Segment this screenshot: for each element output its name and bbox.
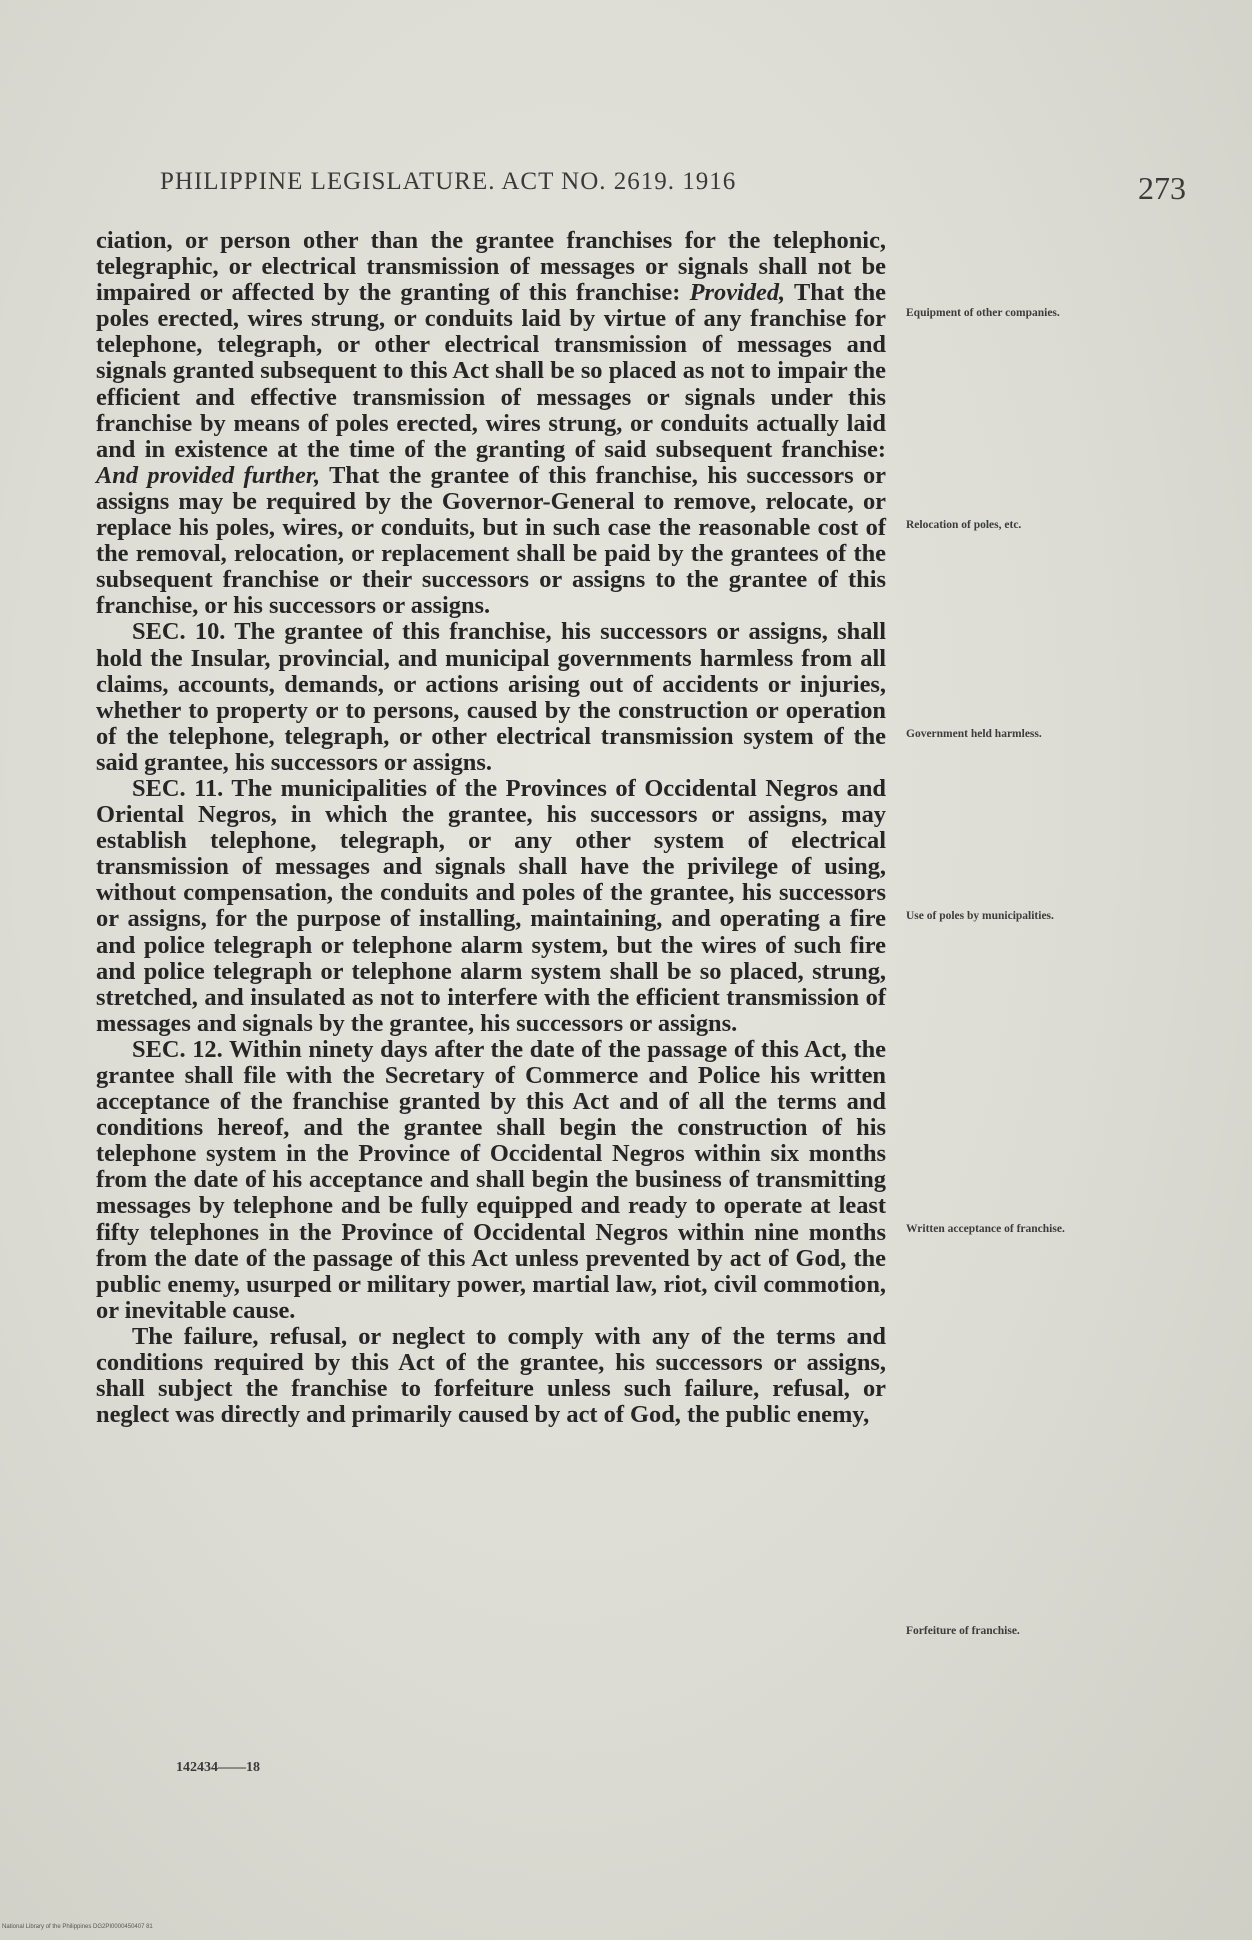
- margin-note-equipment: Equipment of other companies.: [906, 307, 1060, 319]
- text-run: That the grantee of this franchise, his successors or assigns may be required by the Governor-General to remove, relocate, or replace his poles, wires, or conduits, but in such case the reasonable cost of the removal, relocation, or replacement shall be paid by the grantees of the subsequent franchise or their successors or assigns to the grantee of this franchise, or his successors or assigns.: [96, 461, 887, 620]
- paragraph-continuation: [96, 228, 886, 619]
- page-number: 273: [1138, 170, 1186, 206]
- scan-credit: National Library of the Philippines DG2PI0000450407 81: [2, 1924, 153, 1930]
- signature-mark: 142434——18: [176, 1760, 260, 1775]
- section-label: SEC. 11.: [132, 774, 224, 802]
- margin-note-government: Government held harmless.: [906, 728, 1042, 740]
- text-run: That the poles erected, wires strung, or conduits laid by virtue of any franchise for telephone, telegraph, or other electrical transmission of messages and signals granted subsequent to this Act shall be so placed as not to impair the efficient and effective transmission of messages or signals under this franchise by means of poles erected, wires strung, or conduits actually laid and in existence at the time of the granting of said subsequent franchise:: [96, 279, 886, 463]
- section-text: Within ninety days after the date of the passage of this Act, the grantee shall file with the Secretary of Commerce and Police his written acceptance of the franchise granted by this Act and of all the terms and conditions hereof, and the grantee shall begin the construction of his telephone system in the Province of Occidental Negros within six months from the date of his acceptance and shall begin the business of transmitting messages by telephone and be fully equipped and ready to operate at least fifty telephones in the Province of Occidental Negros within nine months from the date of the passage of this Act unless prevented by act of God, the public enemy, usurped or military power, martial law, riot, civil commotion, or inevitable cause.: [96, 1035, 887, 1324]
- italic-provided: Provided,: [689, 279, 786, 307]
- italic-provided-further: And provided further,: [96, 461, 321, 489]
- section-label: SEC. 12.: [132, 1035, 223, 1063]
- running-head: PHILIPPINE LEGISLATURE. ACT NO. 2619. 1916: [160, 168, 737, 195]
- section-12: [96, 1037, 886, 1324]
- margin-note-relocation: Relocation of poles, etc.: [906, 519, 1022, 531]
- section-text: The municipalities of the Provinces of Occidental Negros and Oriental Negros, in which the grantee, his successors or assigns, may establish telephone, telegraph, or any other system of electrical transmission of messages and signals shall have the privilege of using, without compensation, the conduits and poles of the grantee, his successors or assigns, for the purpose of installing, maintaining, and operating a fire and police telegraph or telephone alarm system, but the wires of such fire and police telegraph or telephone alarm system shall be so placed, strung, stretched, and insulated as not to interfere with the efficient transmission of messages and signals by the grantee, his successors or assigns.: [96, 774, 886, 1037]
- body-text: [96, 228, 886, 1428]
- text-run: ciation, or person other than the grantee franchises for the telephonic, telegraphic, or electrical transmission of messages or signals shall not be impaired or affected by the granting of this franchise:: [96, 227, 886, 307]
- margin-note-forfeiture: Forfeiture of franchise.: [906, 1625, 1020, 1637]
- paragraph-forfeiture: The failure, refusal, or neglect to comply with any of the terms and conditions required by this Act of the grantee, his successors or assigns, shall subject the franchise to forfeiture unless such failure, refusal, or neglect was directly and primarily caused by act of God, the public enemy,: [96, 1322, 886, 1429]
- margin-note-use-of-poles: Use of poles by municipalities.: [906, 910, 1054, 922]
- margin-note-written-acceptance: Written acceptance of franchise.: [906, 1223, 1065, 1235]
- section-label: SEC. 10.: [132, 618, 226, 646]
- section-text: The grantee of this franchise, his successors or assigns, shall hold the Insular, provincial, and municipal governments harmless from all claims, accounts, demands, or actions arising out of accidents or injuries, whether to property or to persons, caused by the construction or operation of the telephone, telegraph, or other electrical transmission system of the said grantee, his successors or assigns.: [96, 618, 886, 776]
- section-11: [96, 776, 886, 1037]
- section-10: [96, 619, 886, 776]
